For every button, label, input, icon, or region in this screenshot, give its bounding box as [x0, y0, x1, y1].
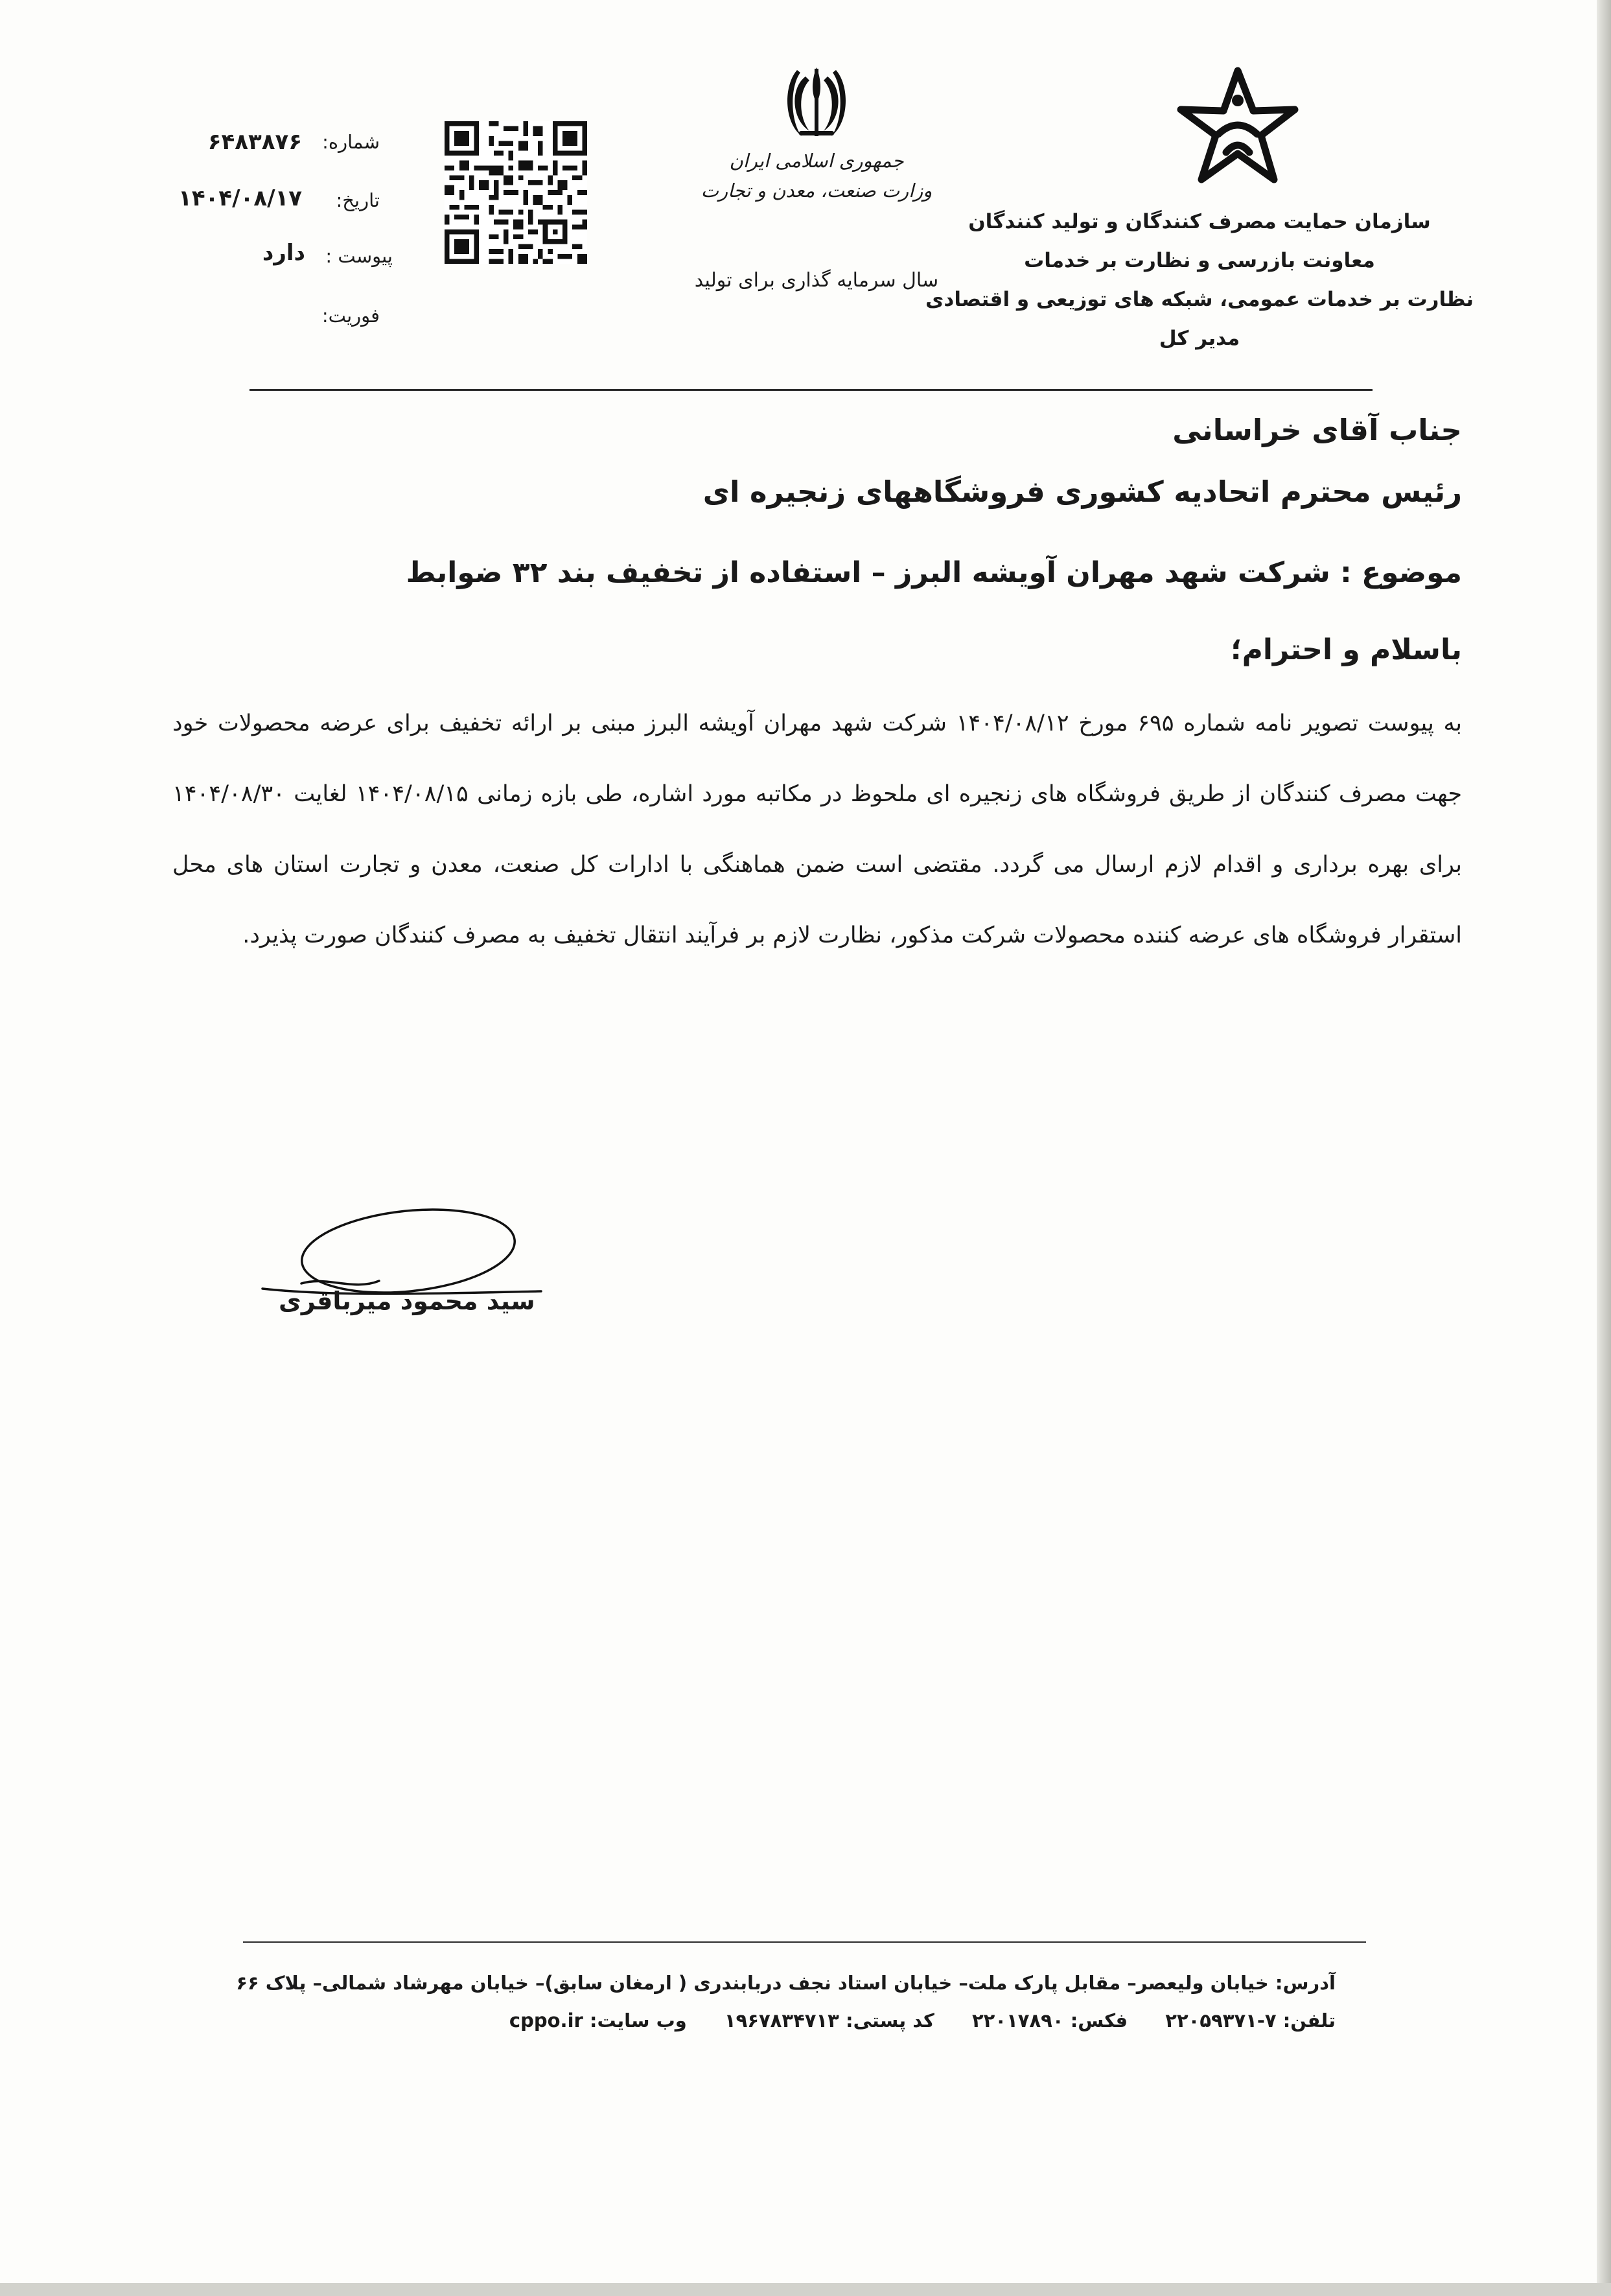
header-divider	[249, 389, 1373, 391]
scan-edge-right	[1597, 0, 1611, 2296]
org-star-logo-icon	[1166, 62, 1309, 198]
footer-fax: فکس: ۲۲۰۱۷۸۹۰	[971, 2009, 1128, 2032]
footer-address: آدرس: خیابان ولیعصر– مقابل پارک ملت– خیابان استاد نجف دربابندری ( ارمغان سابق)– خیابان مهرشاد شمالی– پلاک ۶۶	[236, 1972, 1336, 1994]
org-line: مدیر کل	[1159, 327, 1240, 350]
footer-website[interactable]: وب سایت: cppo.ir	[509, 2009, 687, 2032]
attachment-label: پیوست :	[325, 245, 393, 267]
footer-phone: تلفن: ۷-۲۲۰۵۹۳۷۱	[1165, 2009, 1336, 2032]
footer-postal-code: کد پستی: ۱۹۶۷۸۳۴۷۱۳	[724, 2009, 934, 2032]
scan-edge-bottom	[0, 2283, 1611, 2296]
ministry-header	[700, 146, 933, 205]
country-name: جمهوری اسلامی ایران	[729, 150, 904, 172]
footer-divider	[243, 1941, 1366, 1943]
org-header	[908, 202, 1491, 358]
ministry-name: وزارت صنعت، معدن و تجارت	[701, 180, 933, 202]
year-slogan: سال سرمایه گذاری برای تولید	[694, 269, 939, 292]
letter-number: ۶۴۸۳۸۷۶	[207, 129, 302, 155]
letter-subject: موضوع : شرکت شهد مهران آویشه البرز – استفاده از تخفیف بند ۳۲ ضوابط	[406, 556, 1462, 589]
handwritten-signature-icon	[256, 1206, 554, 1335]
qr-code-icon[interactable]	[445, 121, 587, 264]
addressee-title: رئیس محترم اتحادیه کشوری فروشگاههای زنجیره ای	[702, 474, 1462, 509]
date-label: تاریخ:	[336, 189, 380, 211]
letter-date: ۱۴۰۴/۰۸/۱۷	[178, 185, 302, 211]
org-line: معاونت بازرسی و نظارت بر خدمات	[1024, 249, 1375, 272]
attachment-value: دارد	[262, 240, 305, 266]
org-line: سازمان حمایت مصرف کنندگان و تولید کنندگان	[968, 210, 1431, 233]
footer-contacts	[478, 2009, 1336, 2032]
signer-name: سید محمود میرباقری	[279, 1287, 535, 1315]
addressee-name: جناب آقای خراسانی	[1172, 413, 1462, 447]
greeting: باسلام و احترام؛	[1230, 633, 1462, 666]
iran-emblem-icon	[781, 64, 852, 140]
number-label: شماره:	[322, 131, 380, 153]
letter-body: به پیوست تصویر نامه شماره ۶۹۵ مورخ ۱۴۰۴/۰۸/۱۲ شرکت شهد مهران آویشه البرز مبنی بر ارائه تخفیف برای عرضه محصولات خود جهت مصرف کنندگان از طریق فروشگاه های زنجیره ای ملحوظ در مکاتبه مورد اشاره، طی بازه زمانی ۱۴۰۴/۰۸/۱۵ لغایت ۱۴۰۴/۰۸/۳۰ برای بهره برداری و اقدام لازم ارسال می گردد. مقتضی است ضمن هماهنگی با ادارات کل صنعت، معدن و تجارت استان های محل استقرار فروشگاه های عرضه کننده محصولات شرکت مذکور، نظارت لازم بر فرآیند انتقال تخفیف به مصرف کنندگان صورت پذیرد.	[172, 710, 1462, 948]
urgency-label: فوریت:	[321, 305, 380, 327]
org-line: نظارت بر خدمات عمومی، شبکه های توزیعی و اقتصادی	[925, 288, 1474, 311]
